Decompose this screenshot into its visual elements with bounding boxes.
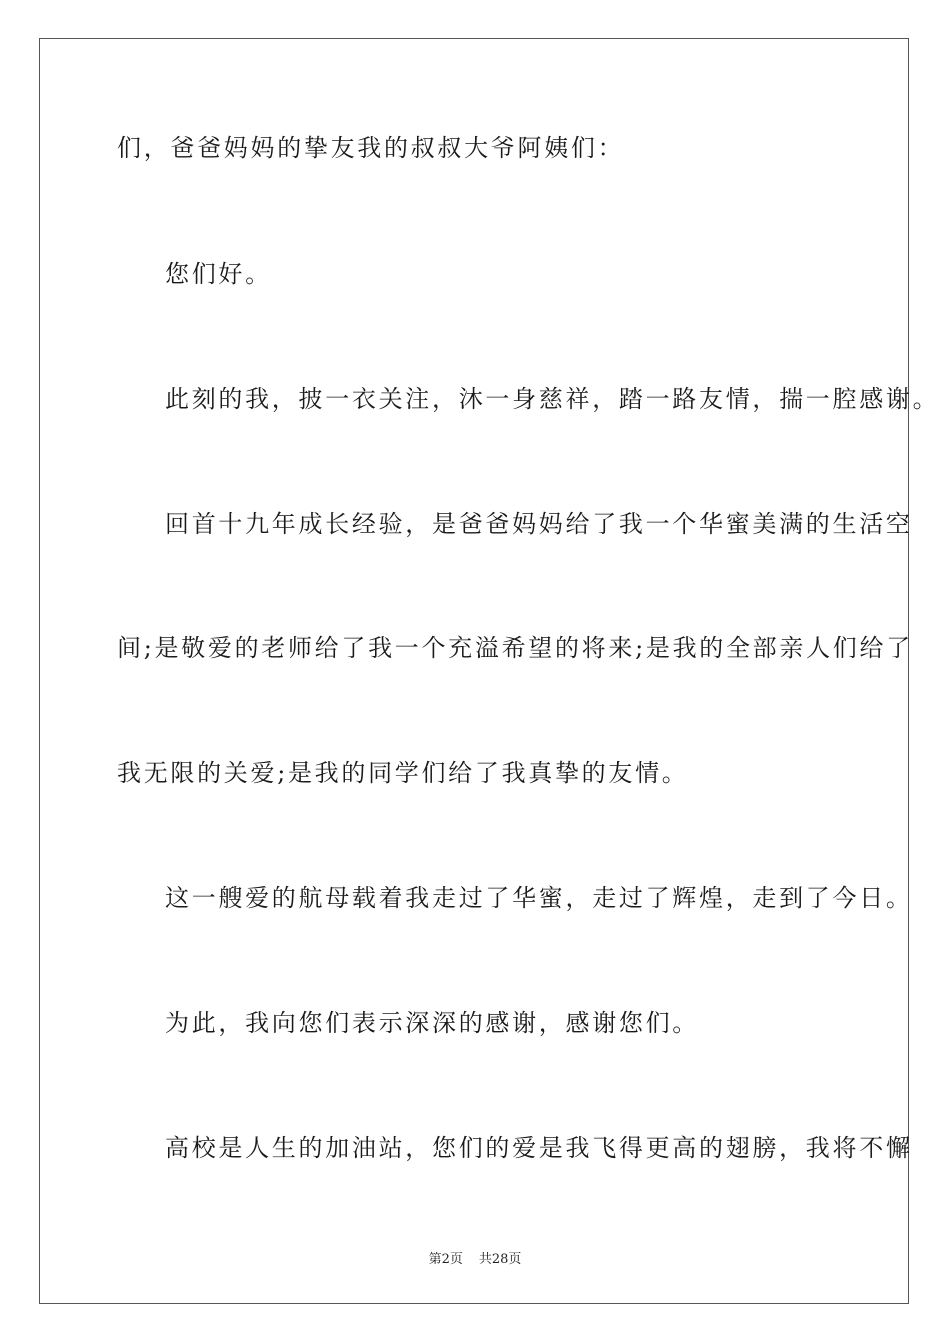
page-total: 共28页 bbox=[478, 1252, 522, 1267]
text-line: 我无限的关爱;是我的同学们给了我真挚的友情。 bbox=[117, 759, 689, 787]
text-line: 间;是敬爱的老师给了我一个充溢希望的将来;是我的全部亲人们给了 bbox=[117, 634, 913, 662]
page-footer bbox=[0, 1248, 950, 1267]
page-frame bbox=[39, 38, 909, 1304]
text-line: 为此，我向您们表示深深的感谢，感谢您们。 bbox=[165, 1009, 699, 1037]
text-line: 这一艘爱的航母载着我走过了华蜜，走过了辉煌，走到了今日。 bbox=[165, 884, 913, 912]
text-line: 们，爸爸妈妈的挚友我的叔叔大爷阿姨们： bbox=[117, 134, 625, 162]
text-line: 回首十九年成长经验，是爸爸妈妈给了我一个华蜜美满的生活空 bbox=[165, 510, 913, 538]
page-number: 第2页 bbox=[428, 1252, 463, 1267]
text-line: 高校是人生的加油站，您们的爱是我飞得更高的翅膀，我将不懈 bbox=[165, 1134, 913, 1162]
text-line: 此刻的我，披一衣关注，沐一身慈祥，踏一路友情，揣一腔感谢。 bbox=[165, 385, 940, 413]
text-line: 您们好。 bbox=[165, 260, 272, 288]
